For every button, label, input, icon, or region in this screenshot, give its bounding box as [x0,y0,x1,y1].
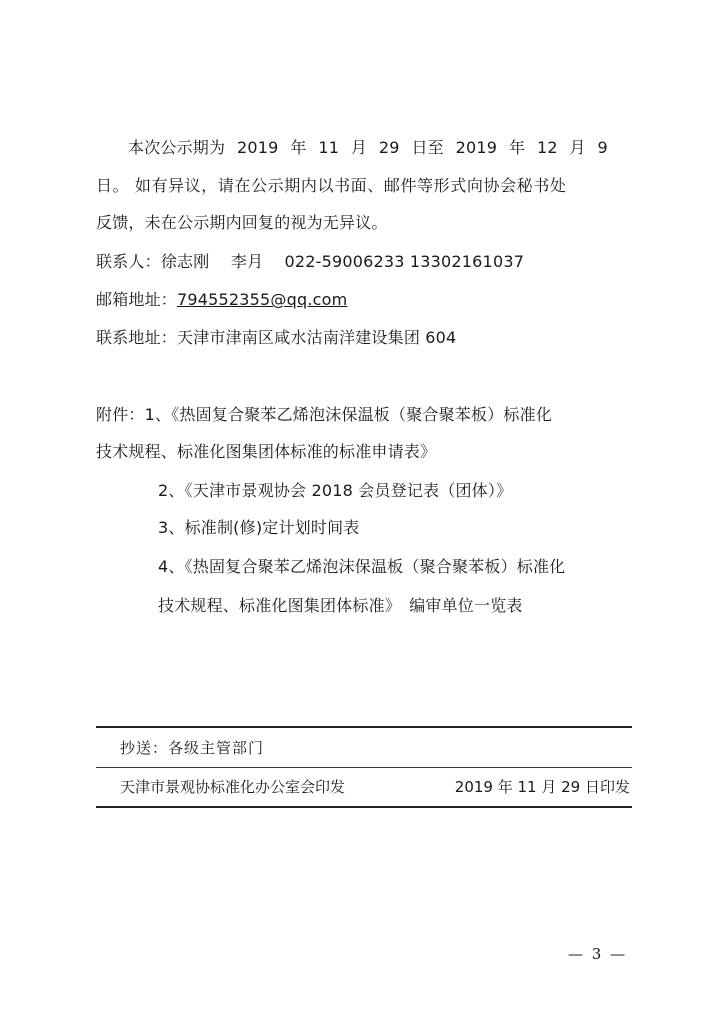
attachment-item-2: 2、《天津市景观协会 2018 会员登记表（团体）》 [158,481,513,500]
notice-text: 月 [569,138,586,157]
footer-rule-bottom [96,806,632,808]
notice-text: 12 [536,138,558,157]
address-line [96,328,456,348]
notice-text: 11 [318,138,340,157]
attachment-item-3: 3、标准制(修)定计划时间表 [158,518,360,537]
cc-line: 抄送：各级主管部门 [120,739,265,757]
notice-text: 9 [597,138,608,157]
page-number: — 3 — [568,945,628,963]
issuer-name: 天津市景观协标准化办公室会印发 [120,778,346,796]
attachment-item-4-line-2: 技术规程、标准化图集团体标准》 编审单位一览表 [158,596,523,615]
attachment-item-1-line-1 [96,405,552,425]
notice-text: 2019 [455,138,498,157]
issue-date: 2019 年 11 月 29 日印发 [454,778,630,796]
notice-text: 年 [508,138,526,157]
notice-line-1 [128,138,608,158]
notice-line-2: 日。 如有异议，请在公示期内以书面、邮件等形式向协会秘书处 [96,176,567,195]
notice-text: 29 [378,138,400,157]
address-label: 联系地址： [96,328,178,347]
email-label: 邮箱地址： [96,290,178,309]
notice-line-3: 反馈，未在公示期内回复的视为无异议。 [96,213,388,232]
contact-phones: 022-59006233 13302161037 [284,252,525,271]
issuer-line [120,776,630,798]
notice-text: 本次公示期为 [128,138,226,157]
notice-text: 2019 [237,138,279,157]
contact-persons: 徐志刚 李月 [160,252,264,271]
attachments-label: 附件： [96,405,145,424]
email-link[interactable]: 794552355@qq.com [177,290,348,309]
footer-rule-middle [96,767,632,768]
notice-text: 年 [290,138,307,157]
notice-text: 月 [350,138,368,157]
attachment-item-1-line-2: 技术规程、标准化图集团体标准的标准申请表》 [96,442,437,461]
attachment-item-4-line-1: 4、《热固复合聚苯乙烯泡沫保温板（聚合聚苯板）标准化 [158,557,566,576]
contact-person-line [96,252,524,272]
attachment-text: 1、《热固复合聚苯乙烯泡沫保温板（聚合聚苯板）标准化 [144,405,552,424]
notice-text: 日至 [411,138,444,157]
address-value: 天津市津南区咸水沽南洋建设集团 604 [177,328,457,347]
contact-person-label: 联系人： [96,252,161,271]
email-line [96,290,347,310]
footer-rule-top [96,726,632,728]
